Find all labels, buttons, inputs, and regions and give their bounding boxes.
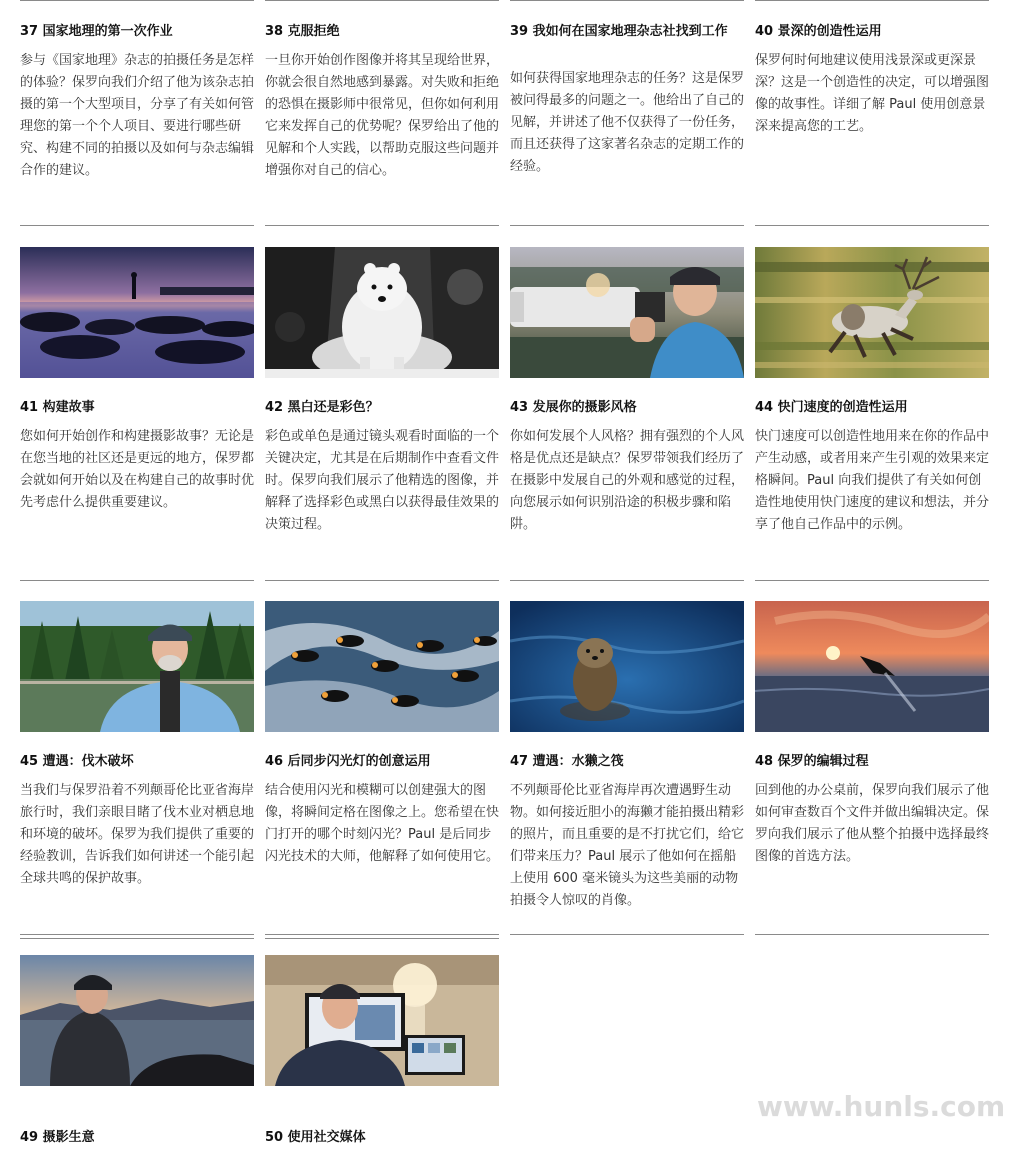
lesson-card-44[interactable] bbox=[755, 230, 989, 584]
lesson-card-48[interactable] bbox=[755, 584, 989, 938]
lakeshore-dusk-image bbox=[20, 247, 254, 378]
site-watermark: www.hunls.com bbox=[757, 1090, 1006, 1123]
lesson-description: 彩色或单色是通过镜头观看时面临的一个关键决定，尤其是在后期制作中查看文件时。保罗向我们展示了他精选的图像，并解释了选择彩色或黑白以获得最佳效果的决策过程。 bbox=[265, 429, 500, 532]
manta-ray-sunset-image bbox=[755, 601, 989, 732]
lesson-description: 你如何发展个人风格？拥有强烈的个人风格是优点还是缺点？保罗带领我们经历了在摄影中发展自己的外观和感觉的过程，向您展示如何识别沿途的积极步骤和陷阱。 bbox=[510, 429, 745, 532]
lesson-description: 快门速度可以创造性地用来在你的作品中产生动感，或者用来产生引观的效果来定格瞬间。Paul 向我们提供了有关如何创造性地使用快门速度的建议和想法，并分享了他自己作品中的示例。 bbox=[755, 429, 990, 532]
lesson-thumbnail[interactable] bbox=[265, 247, 499, 378]
lesson-thumbnail[interactable] bbox=[755, 601, 989, 732]
lesson-thumbnail[interactable] bbox=[20, 955, 254, 1086]
lesson-description: 保罗何时何地建议使用浅景深或更深景深？这是一个创造性的决定，可以增强图像的故事性。详细了解 Paul 使用创意景深来提高您的工艺。 bbox=[755, 53, 990, 134]
lesson-title[interactable]: 41 构建故事 bbox=[20, 400, 95, 415]
lesson-card-37[interactable] bbox=[20, 0, 254, 230]
lesson-card-43[interactable] bbox=[510, 230, 744, 584]
lesson-title[interactable]: 50 使用社交媒体 bbox=[265, 1130, 366, 1145]
lesson-thumbnail[interactable] bbox=[265, 601, 499, 732]
lesson-description: 当我们与保罗沿着不列颠哥伦比亚省海岸旅行时，我们亲眼目睹了伐木业对栖息地和环境的破坏。保罗为我们提供了重要的经验教训，告诉我们如何讲述一个能引起全球共鸣的保护故事。 bbox=[20, 783, 255, 886]
lesson-thumbnail[interactable] bbox=[265, 955, 499, 1086]
lesson-card-40[interactable] bbox=[755, 0, 989, 230]
lesson-card-50[interactable] bbox=[265, 938, 499, 1164]
lesson-title[interactable]: 39 我如何在国家地理杂志社找到工作 bbox=[510, 24, 728, 39]
lesson-thumbnail[interactable] bbox=[510, 601, 744, 732]
sea-otter-image bbox=[510, 601, 744, 732]
lesson-description: 结合使用闪光和模糊可以创建强大的图像，将瞬间定格在图像之上。您希望在快门打开的哪个时刻闪光？Paul 是后同步闪光技术的大师，他解释了如何使用它。 bbox=[265, 783, 500, 864]
lesson-description: 回到他的办公桌前，保罗向我们展示了他如何审查数百个文件并做出编辑决定。保罗向我们展示了他从整个拍摄中选择最终图像的首选方法。 bbox=[755, 783, 990, 864]
lesson-description: 参与《国家地理》杂志的拍摄任务是怎样的体验？保罗向我们介绍了他为该杂志拍摄的第一个大型项目，分享了有关如何管理您的第一个个人项目、要进行哪些研究、构建不同的拍摄以及如何与杂志编辑合作的建议。 bbox=[20, 53, 255, 178]
lesson-thumbnail[interactable] bbox=[755, 247, 989, 378]
man-on-boat-image bbox=[20, 955, 254, 1086]
lesson-title[interactable]: 48 保罗的编辑过程 bbox=[755, 754, 869, 769]
lesson-title[interactable]: 49 摄影生意 bbox=[20, 1130, 95, 1145]
lesson-description: 您如何开始创作和构建摄影故事？无论是在您当地的社区还是更远的地方，保罗都会就如何开始以及在构建自己的故事时优先考虑什么提供重要建议。 bbox=[20, 429, 255, 510]
lesson-card-41[interactable] bbox=[20, 230, 254, 584]
lesson-thumbnail[interactable] bbox=[510, 247, 744, 378]
lesson-title[interactable]: 43 发展你的摄影风格 bbox=[510, 400, 637, 415]
lesson-card-38[interactable] bbox=[265, 0, 499, 230]
lesson-card-45[interactable] bbox=[20, 584, 254, 938]
lesson-card-39[interactable] bbox=[510, 0, 744, 230]
polar-bear-image bbox=[265, 247, 499, 378]
lesson-card-49[interactable] bbox=[20, 938, 254, 1164]
photographer-lens-image bbox=[510, 247, 744, 378]
lesson-title[interactable]: 42 黑白还是彩色？ bbox=[265, 400, 379, 415]
man-at-desk-image bbox=[265, 955, 499, 1086]
lesson-thumbnail[interactable] bbox=[20, 601, 254, 732]
lesson-description: 一旦你开始创作图像并将其呈现给世界，你就会很自然地感到暴露。对失败和拒绝的恐惧在摄影师中很常见，但你如何利用它来发挥自己的优势呢？保罗给出了他的见解和个人实践，以帮助克服这些问题并增强你对自己的信心。 bbox=[265, 53, 500, 178]
lesson-title[interactable]: 47 遭遇：水獭之筏 bbox=[510, 754, 624, 769]
lesson-card-46[interactable] bbox=[265, 584, 499, 938]
running-reindeer-image bbox=[755, 247, 989, 378]
lesson-title[interactable]: 37 国家地理的第一次作业 bbox=[20, 24, 173, 39]
lesson-description: 不列颠哥伦比亚省海岸再次遭遇野生动物。如何接近胆小的海獭才能拍摄出精彩的照片，而且重要的是不打扰它们，给它们带来压力？Paul 展示了他如何在摇船上使用 600 毫米镜头为这些美丽的动物拍摄令人惊叹的肖像。 bbox=[510, 783, 745, 908]
lesson-card-42[interactable] bbox=[265, 230, 499, 584]
lesson-description: 如何获得国家地理杂志的任务？这是保罗被问得最多的问题之一。他给出了自己的见解，并讲述了他不仅获得了一份任务，而且还获得了这家著名杂志的定期工作的经验。 bbox=[510, 71, 745, 174]
lesson-title[interactable]: 46 后同步闪光灯的创意运用 bbox=[265, 754, 431, 769]
lesson-title[interactable]: 45 遭遇：伐木破坏 bbox=[20, 754, 134, 769]
penguins-surf-image bbox=[265, 601, 499, 732]
lesson-title[interactable]: 38 克服拒绝 bbox=[265, 24, 340, 39]
lesson-thumbnail[interactable] bbox=[20, 247, 254, 378]
lesson-title[interactable]: 40 景深的创造性运用 bbox=[755, 24, 882, 39]
lesson-card-47[interactable] bbox=[510, 584, 744, 938]
lesson-title[interactable]: 44 快门速度的创造性运用 bbox=[755, 400, 908, 415]
man-forest-lake-image bbox=[20, 601, 254, 732]
